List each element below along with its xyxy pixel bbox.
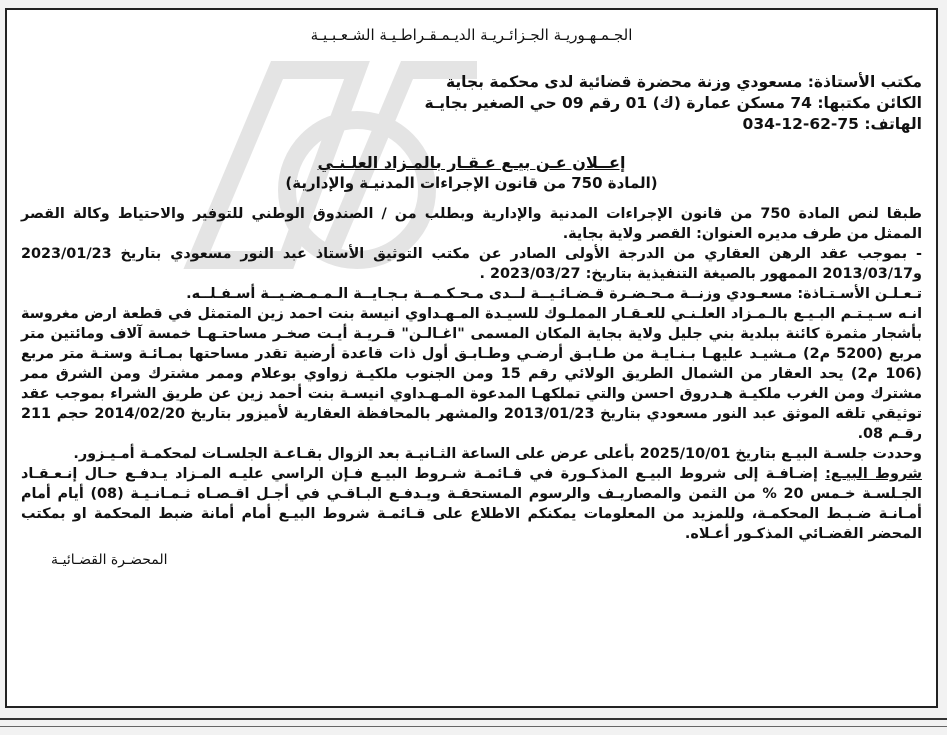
- office-address: الكائن مكتبها: 74 مسكن عمارة (ك) 01 رقم 09 حي الصغير بجايـة: [424, 94, 922, 112]
- announcement-heading: [21, 153, 922, 192]
- signature: المحضـرة القضـائيـة: [51, 552, 168, 568]
- conditions-label: شروط البيـع:: [825, 466, 923, 482]
- office-info: [21, 72, 922, 135]
- conditions-text: إضـافـة إلى شروط البيـع المذكـورة في قـائمـة شـروط البيـع فـإن الراسي عليـه المـزاد يـدفـع حـال إنـعـقـاد الجـلسـة خـمس 20 % من الثمن والمصاريـف والرسوم المستحقـة ويـدفـع البـاقـي في أجـل اقـصـاه ثـمـانـيـة (08) أيام أمام أمـانـة ضـبـط المحكمـة، وللمزيد من المعلومات يمكنكم الاطلاع على قـائمـة شروط البيـع أمام أمانة ضبط المحكمة او بمكتب المحضر القضـائي المذكـور أعـلاه.: [21, 466, 922, 542]
- body-paragraph-bailiff: تـعـلـن الأسـتـاذة: مسعـودي وزنــة مـحـضـرة قـضـائـيــة لــدى مـحـكـمــة بـجـايــة الـمـمـضـيــة أسـفـلــه.: [186, 286, 922, 302]
- announcement-content: [21, 10, 922, 706]
- body-paragraph-conditions: [21, 464, 922, 544]
- body-paragraph-request: طبقا لنص المادة 750 من قانون الإجراءات المدنية والإدارية وبطلب من / الصندوق الوطني للتوفير والاحتياط وكالة القصر الممثل من طرف مديره العنوان: القصر ولاية بجاية.: [21, 206, 922, 242]
- office-name: مكتب الأستاذة: مسعودي وزنة محضرة قضائية لدى محكمة بجاية: [445, 73, 922, 91]
- republic-header: الجـمـهـوريـة الجـزائـريـة الديـمـقـراطـيـة الشـعـبـيـة: [310, 26, 633, 44]
- body-paragraph-session: وحددت جلسـة البيـع بتاريخ 2025/10/01 بأعلى عرض على الساعة الثـانيـة بعد الزوال بقـاعـة الجلسـات لمحكمـة أمـيـزور.: [73, 446, 922, 462]
- announcement-subtitle: (المادة 750 من قانون الإجراءات المدنيـة والإدارية): [285, 174, 658, 192]
- announcement-sheet: [5, 8, 938, 708]
- body-paragraph-property: انـه سـيـتـم البـيـع بالـمـزاد العلـنـي للعـقـار المملـوك للسيـدة المـهـداوي انيسة بنت احمد زين المتمثل في قطعة ارض مغروسة بأشجار مثمرة كائنة ببلدية بني جليل ولاية بجاية المكان المسمى "اغـالـن" قـريـة أيـت صخـر مساحتـهـا خمسة آلاف ومائتين متر مربع (5200 م2) مـشيـد عليهـا بـنـايـة من طـابـق أرضـي وطـابـق أول ذات قاعدة أرضية تقدر مساحتها بمـائـة وستـة متر مربع (106 م2) يحد العقار من الشمال الطريق الولائي رقم 15 ومن الجنوب ملكيـة زواوي بوعلام وممر مشترك ومن الشرق ممر مشترك ومن الغرب ملكيـة هـدروق احسن والتي تملكهـا المدعوة المـهـداوي انيسـة بنت أحمد زين عن طريق الشراء بموجب عقد توثيقي تلقه الموثق عبد النور مسعودي بتاريخ 2013/01/23 والمشهر بالمحافظة العقارية لأميزور بتاريخ 2014/02/20 حجم 211 رقـم 08.: [21, 306, 922, 442]
- announcement-title: إعــلان عـن بيـع عـقـار بالمـزاد العلـنـي: [317, 153, 626, 172]
- footer-divider: [0, 718, 947, 727]
- announcement-body: [21, 204, 922, 544]
- office-phone: الهاتف: 75-62-12-034: [742, 115, 922, 133]
- body-paragraph-mortgage: - بموجب عقد الرهن العقاري من الدرجة الأولى الصادر عن مكتب التوثيق الأستاذ عبد النور مسعودي بتاريخ 2023/01/23 و2013/03/17 الممهور بالصيغة التنفيذية بتاريخ: 2023/03/27 .: [21, 246, 922, 282]
